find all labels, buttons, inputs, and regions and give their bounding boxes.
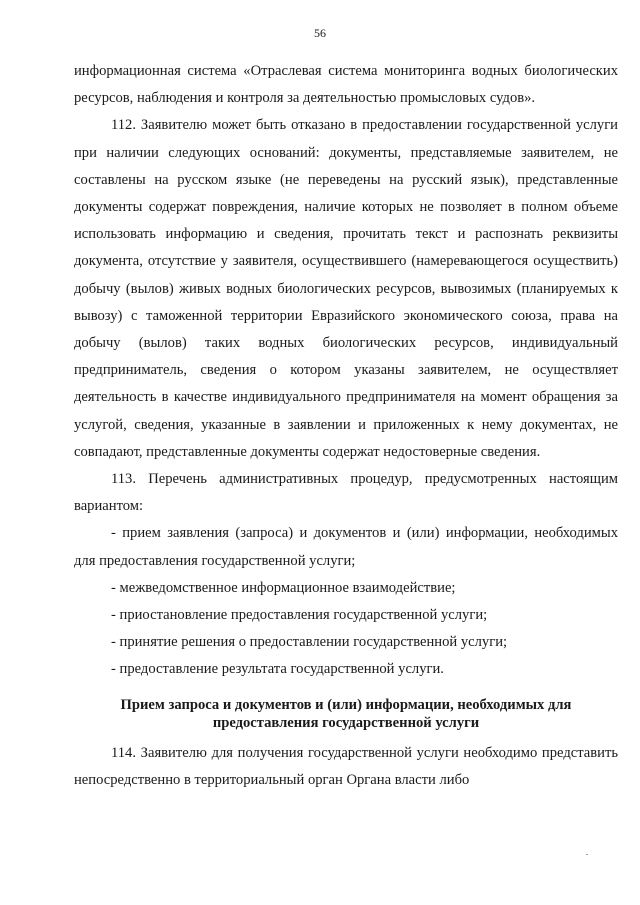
- list-item: - приостановление предоставления государственной услуги;: [111, 607, 488, 624]
- page-content: [74, 58, 618, 794]
- paragraph-continuation: информационная система «Отраслевая система мониторинга водных биологических ресурсов, наблюдения и контроля за деятельностью промысловых судов».: [74, 63, 618, 107]
- list-item: - принятие решения о предоставлении государственной услуги;: [111, 634, 508, 651]
- list-item: - межведомственное информационное взаимодействие;: [111, 579, 456, 596]
- paragraph-112: 112. Заявителю может быть отказано в предоставлении государственной услуги при наличии следующих оснований: документы, представляемые заявителем, не составлены на русском языке (не переведены на русский язык), представленные документы содержат повреждения, наличие которых не позволяет в полном объеме использовать информацию и сведения, прочитать текст и распознать реквизиты документа, отсутствие у заявителя, осуществившего (намеревающегося осуществить) добычу (вылов) живых водных биологических ресурсов, вывозимых (планируемых к вывозу) с таможенной территории Евразийского экономического союза, права на добычу (вылов) таких водных биологических ресурсов, индивидуальный предприниматель, сведения о котором указаны заявителем, не осуществляет деятельность в качестве индивидуального предпринимателя на момент обращения за услугой, сведения, указанные в заявлении и приложенных к нему документах, не совпадают, представленные документы содержат недостоверные сведения.: [74, 117, 618, 460]
- section-heading: Прием запроса и документов и (или) информации, необходимых для предоставления государственной услуги: [120, 696, 572, 731]
- list-item: - предоставление результата государственной услуги.: [111, 661, 444, 678]
- procedure-list: [74, 520, 618, 683]
- list-item: - прием заявления (запроса) и документов и (или) информации, необходимых для предоставления государственной услуги;: [74, 525, 618, 569]
- scan-speck: [586, 854, 588, 855]
- paragraph-114: 114. Заявителю для получения государственной услуги необходимо представить непосредственно в территориальный орган Органа власти либо: [74, 744, 618, 788]
- paragraph-113: 113. Перечень административных процедур, предусмотренных настоящим вариантом:: [74, 471, 618, 515]
- page-number: 56: [314, 26, 326, 40]
